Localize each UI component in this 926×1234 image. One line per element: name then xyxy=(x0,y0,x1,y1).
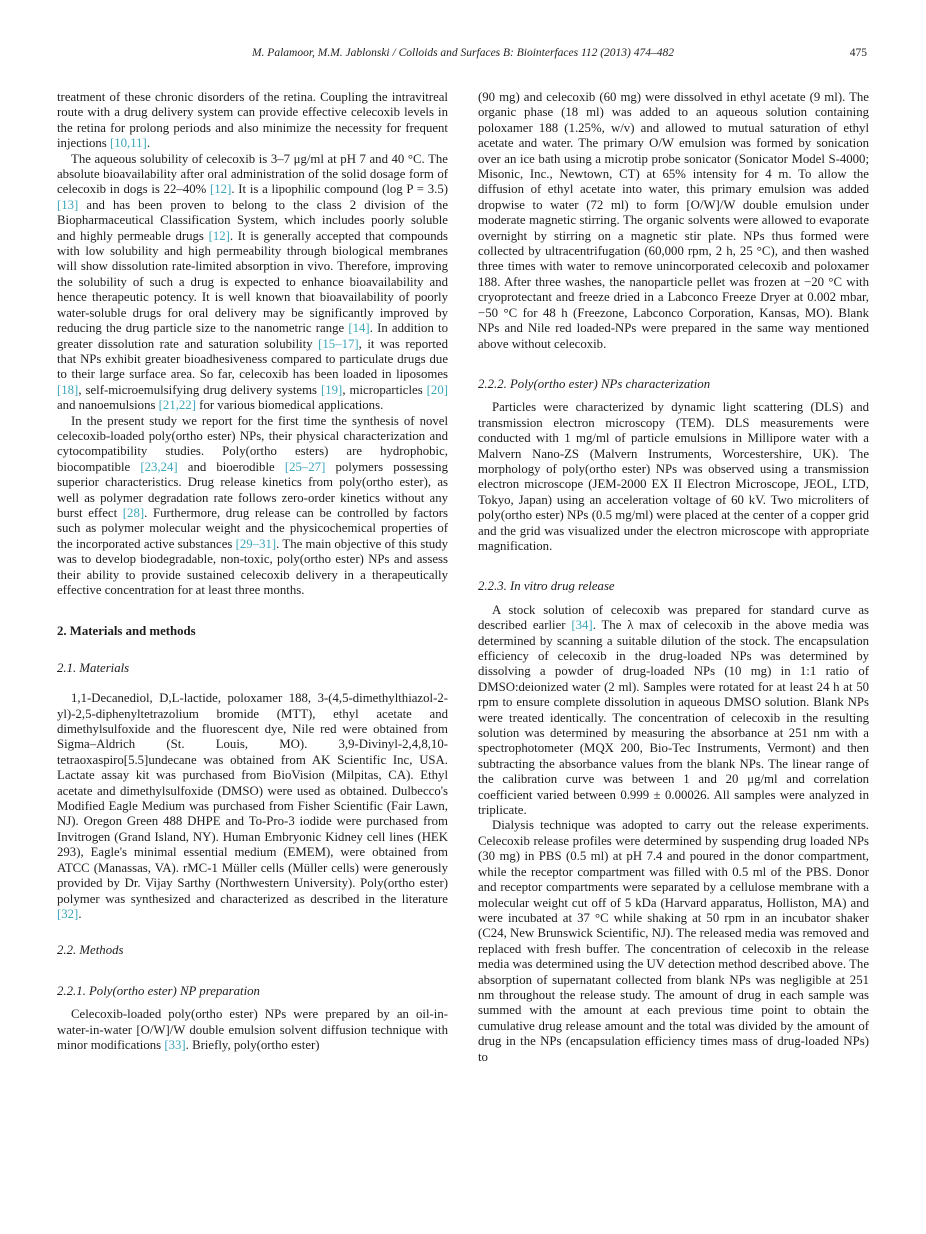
citation-ref[interactable]: [13] xyxy=(57,197,79,212)
section-2-heading: 2. Materials and methods xyxy=(57,624,196,639)
running-head: M. Palamoor, M.M. Jablonski / Colloids and Surfaces B: Biointerfaces 112 (2013) 474–482 xyxy=(251,47,675,59)
left-column xyxy=(57,90,448,1065)
paragraph-np-preparation-start: Celecoxib-loaded poly(ortho ester) NPs were prepared by an oil-in-water-in-water [O/W]/W double emulsion solvent diffusion technique with minor modifications [33]. Briefly, poly(ortho ester) xyxy=(57,1007,448,1052)
page-header xyxy=(57,46,869,62)
paragraph-intro-continuation: treatment of these chronic disorders of the retina. Coupling the intravitreal route with a drug delivery system can provide effective celecoxib levels in the retina for prolong periods and also minimize the necessity for frequent injections [10,11]. xyxy=(57,90,448,151)
citation-ref[interactable]: [34] xyxy=(571,618,593,633)
citation-ref[interactable]: [23,24] xyxy=(140,459,178,474)
citation-ref[interactable]: [29–31] xyxy=(235,536,277,551)
section-2-2-3-heading: 2.2.3. In vitro drug release xyxy=(478,579,615,594)
section-2-2-2-heading: 2.2.2. Poly(ortho ester) NPs characterization xyxy=(478,376,711,391)
paragraph-stock-solution: A stock solution of celecoxib was prepared for standard curve as described earlier [34]. The λ max of celecoxib in the above media was determined by scanning a suitable dilution of the stock. The encapsulation efficiency of celecoxib in the drug-loaded NPs was determined by dissolving a powder of drug-loaded NPs (10 mg) in 1:1 ratio of DMSO:deionized water (2 ml). Samples were rotated for at least 24 h at 50 rpm to ensure complete dissolution in aqueous DMSO solution. Blank NPs were treated identically. The concentration of celecoxib in the resulting solution was determined by measuring the absorbance at 251 nm with a spectrophotometer (MQX 200, Bio-Tec Instruments, Vermont) and then subtracting the absorbance values from the blank NPs. The linear range of the calibration curve was between 1 and 20 μg/ml and correlation coefficient varied between 0.999 ± 0.00026. All samples were analyzed in triplicate. xyxy=(478,602,870,818)
page-number: 475 xyxy=(849,47,867,59)
citation-ref[interactable]: [20] xyxy=(426,382,448,397)
citation-ref[interactable]: [12] xyxy=(210,182,232,197)
citation-ref[interactable]: [21,22] xyxy=(158,398,196,413)
paragraph-solubility: The aqueous solubility of celecoxib is 3–7 μg/ml at pH 7 and 40 °C. The absolute bioavailability after oral administration of the solid dosage form of celecoxib in dogs is 22–40% [12]. It is a lipophilic compound (log P = 3.5) [13] and has been proven to belong to the class 2 division of the Biopharmaceutical Classification System, which includes poorly soluble and highly permeable drugs [12]. It is generally accepted that compounds with low solubility and high permeability through biological membranes will show dissolution rate-limited absorption in vivo. Therefore, improving the solubility of such a drug is expected to enhance bioavailability and hence therapeutic potency. It is well known that bioavailability of poorly water-soluble drugs for oral delivery may be significantly improved by reducing the drug particle size to the nanometric range [14]. In addition to greater dissolution rate and saturation solubility [15–17], it was reported that NPs exhibit greater bioadhesiveness compared to particulate drugs due to their large surface area. So far, celecoxib has been loaded in liposomes [18], self-microemulsifying drug delivery systems [19], microparticles [20] and nanoemulsions [21,22] for various biomedical applications. xyxy=(57,151,448,413)
paragraph-characterization: Particles were characterized by dynamic light scattering (DLS) and transmission electron microscopy (TEM). DLS measurements were conducted with 1 mg/ml of particle emulsions in Millipore water with a Malvern Nano-ZS (Malvern Instruments, Worcestershire, UK). The morphology of poly(ortho ester) NPs was observed using a transmission electron microscope (JEM-2000 EX II Electron Microscope, JEOL, LTD, Tokyo, Japan) using an acceleration voltage of 60 kV. Two microliters of poly(ortho ester) NPs (0.5 mg/ml) were placed at the center of a copper grid and the grid was visualized under the electron microscope with appropriate magnification. xyxy=(478,400,869,553)
section-2-2-1-heading: 2.2.1. Poly(ortho ester) NP preparation xyxy=(57,983,260,998)
citation-ref[interactable]: [32] xyxy=(57,906,79,921)
section-2-1-heading: 2.1. Materials xyxy=(57,660,130,675)
paragraph-present-study: In the present study we report for the first time the synthesis of novel celecoxib-loaded poly(ortho ester) NPs, their physical characterization and cytocompatibility studies. Poly(ortho esters) are hydrophobic, biocompatible [23,24] and bioerodible [25–27] polymers possessing superior characteristics. Drug release kinetics from poly(ortho ester), as well as polymer degradation rate follows zero-order kinetics without any burst effect [28]. Furthermore, drug release can be controlled by factors such as polymer molecular weight and the physicochemical properties of the incorporated active substances [29–31]. The main objective of this study was to develop biodegradable, non-toxic, poly(ortho ester) NPs and assess their ability to provide sustained celecoxib delivery in a therapeutically effective concentration for at least three months. xyxy=(57,413,448,597)
citation-ref[interactable]: [25–27] xyxy=(284,459,326,474)
right-column xyxy=(478,90,869,1065)
citation-ref[interactable]: [12] xyxy=(208,228,230,243)
paragraph-dialysis: Dialysis technique was adopted to carry out the release experiments. Celecoxib release profiles were determined by suspending drug loaded NPs (30 mg) in PBS (0.5 ml) at pH 7.4 and poured in the donor compartment, while the receptor compartment was filled with 0.5 ml of the PBS. Donor and receptor compartments were separated by a cellulose membrane with a molecular weight cut off of 5 kDa (Harvard apparatus, Holliston, MA) and were incubated at 37 °C while shaking at 50 rpm in an incubator shaker (C24, New Brunswick Scientific, NJ). The released media was removed and replaced with fresh buffer. The concentration of celecoxib in the release media was determined using the UV detection method described above. The absorption of supernatant collected from blank NPs was negligible at 251 nm throughout the release study. The amount of drug in each sample was summed with the amount at each previous time point to obtain the cumulative drug release amount and the total was divided by the amount of drug in the NPs (encapsulation efficiency times mass of drug-loaded NPs) to xyxy=(478,818,869,1064)
citation-ref[interactable]: [28] xyxy=(122,505,145,520)
citation-ref[interactable]: [14] xyxy=(348,321,370,336)
citation-ref[interactable]: [15–17] xyxy=(318,336,359,351)
citation-ref[interactable]: [18] xyxy=(57,382,79,397)
citation-ref[interactable]: [33] xyxy=(164,1037,186,1052)
citation-ref[interactable]: [10,11] xyxy=(109,136,147,151)
section-2-2-heading: 2.2. Methods xyxy=(57,943,124,958)
citation-ref[interactable]: [19] xyxy=(321,382,343,397)
paragraph-materials: 1,1-Decanediol, D,L-lactide, poloxamer 188, 3-(4,5-dimethylthiazol-2-yl)-2,5-diphenyltetrazolium bromide (MTT), ethyl acetate and dimethylsulfoxide and the fluorescent dye, Nile red were obtained from Sigma–Aldrich (St. Louis, MO). 3,9-Divinyl-2,4,8,10-tetraoxaspiro[5.5]undecane was obtained from AK Scientific Inc, USA. Lactate assay kit was purchased from BioVision (Milpitas, CA). Ethyl acetate and dimethylsulfoxide (DMSO) were used as obtained. Dulbecco's Modified Eagle Medium was purchased from Fisher Scientific (Fair Lawn, NJ). Oregon Green 488 DHPE and To-Pro-3 iodide were purchased from Invitrogen (Grand Island, NY). Human Embryonic Kidney cell lines (HEK 293), Eagle's minimal essential medium (EMEM), were obtained from ATCC (Manassas, VA). rMC-1 Müller cells (Müller cells) were generously provided by Dr. Vijay Sarthy (Northwestern University). Poly(ortho ester) polymer was synthesized and characterized as described in the literature [32]. xyxy=(57,691,448,921)
two-column-body xyxy=(57,90,869,1065)
paragraph-np-preparation-continued: (90 mg) and celecoxib (60 mg) were dissolved in ethyl acetate (9 ml). The organic phase (18 ml) was added to an aqueous solution containing poloxamer 188 (1.25%, w/v) and allowed to mutual saturation of ethyl acetate and water. The primary O/W emulsion was formed by sonication over an ice bath using a microtip probe sonicator (Sonicator Model S-4000; Misonic, Inc., Newtown, CT) at 65% intensity for 4 m. To allow the diffusion of ethyl acetate into water, this primary emulsion was added dropwise to water (72 ml) to form [O/W]/W double emulsion under moderate magnetic stirring. The organic solvents were allowed to evaporate overnight by stirring on a magnetic stir plate. NPs thus formed were collected by ultracentrifugation (60,000 rpm, 2 h, 25 °C), and then washed three times with water to remove unincorporated celecoxib and poloxamer 188. After three washes, the nanoparticle pellet was frozen at −20 °C with cryoprotectant and freeze dried in a Labconco Freeze Dryer at 0.002 mbar, −50 °C for 48 h (Freezone, Labconco Corporation, Kansas, MO). Blank NPs and Nile red loaded-NPs were prepared in the same way mentioned above without celecoxib. xyxy=(478,90,869,351)
